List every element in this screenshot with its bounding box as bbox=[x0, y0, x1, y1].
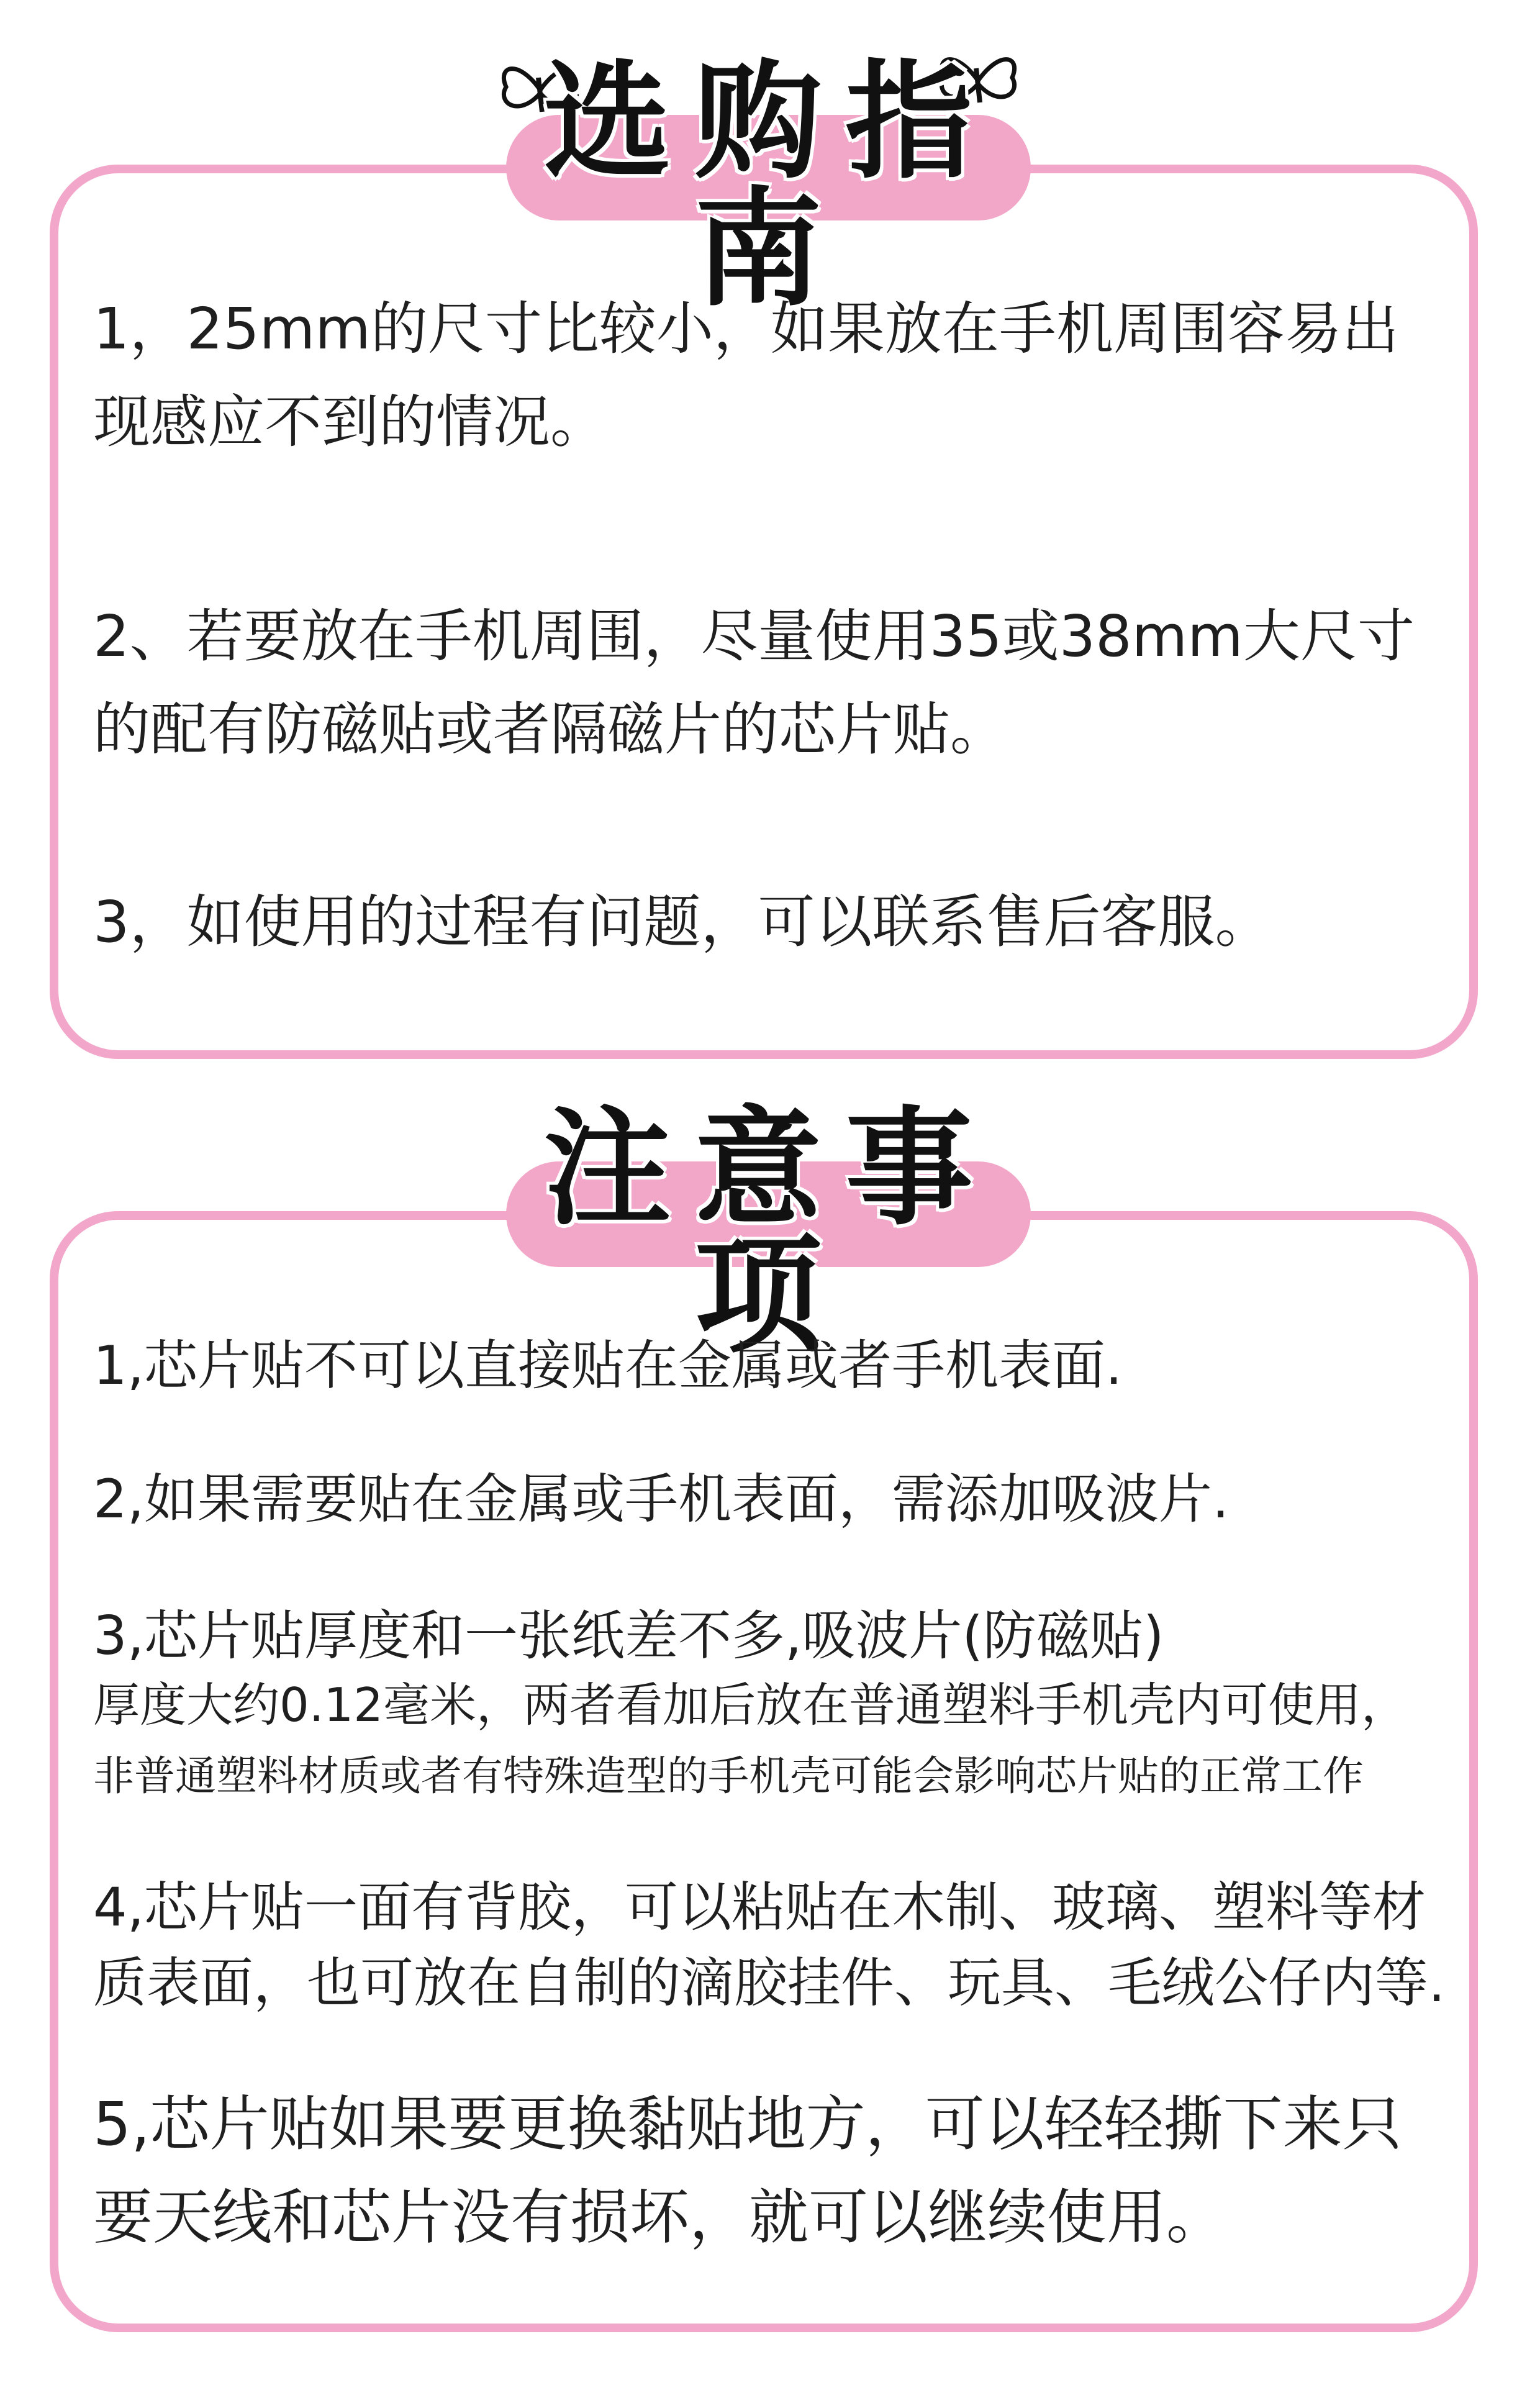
notes-item-2: 2,如果需要贴在金属或手机表面，需添加吸波片. bbox=[93, 1468, 1230, 1530]
notes-item-3-detail-1: 厚度大约0.12毫米，两者看加后放在普通塑料手机壳内可使用， bbox=[93, 1678, 1408, 1732]
notes-item-3-detail-2: 非普通塑料材质或者有特殊造型的手机壳可能会影响芯片贴的正常工作 bbox=[93, 1752, 1364, 1800]
guide-item-3: 3，如使用的过程有问题，可以联系售后客服。 bbox=[93, 889, 1272, 955]
notes-item-5: 5,芯片贴如果要更换黏贴地方，可以轻轻撕下来只要天线和芯片没有损坏，就可以继续使用。 bbox=[93, 2089, 1402, 2252]
notes-item-4: 4,芯片贴一面有背胶，可以粘贴在木制、玻璃、塑料等材质表面，也可放在自制的滴胶挂件、玩具、毛绒公仔内等. bbox=[93, 1876, 1446, 2014]
notes-item-1: 1,芯片贴不可以直接贴在金属或者手机表面. bbox=[93, 1335, 1123, 1397]
guide-item-1: 1，25mm的尺寸比较小，如果放在手机周围容易出现感应不到的情况。 bbox=[93, 296, 1399, 455]
guide-item-2: 2、若要放在手机周围，尽量使用35或38mm大尺寸的配有防磁贴或者隔磁片的芯片贴。 bbox=[93, 603, 1415, 763]
notes-title: 注意事项 bbox=[543, 1095, 997, 1370]
notes-item-3: 3,芯片贴厚度和一张纸差不多,吸波片(防磁贴) bbox=[93, 1605, 1164, 1667]
guide-title: 选购指南 bbox=[543, 48, 997, 324]
